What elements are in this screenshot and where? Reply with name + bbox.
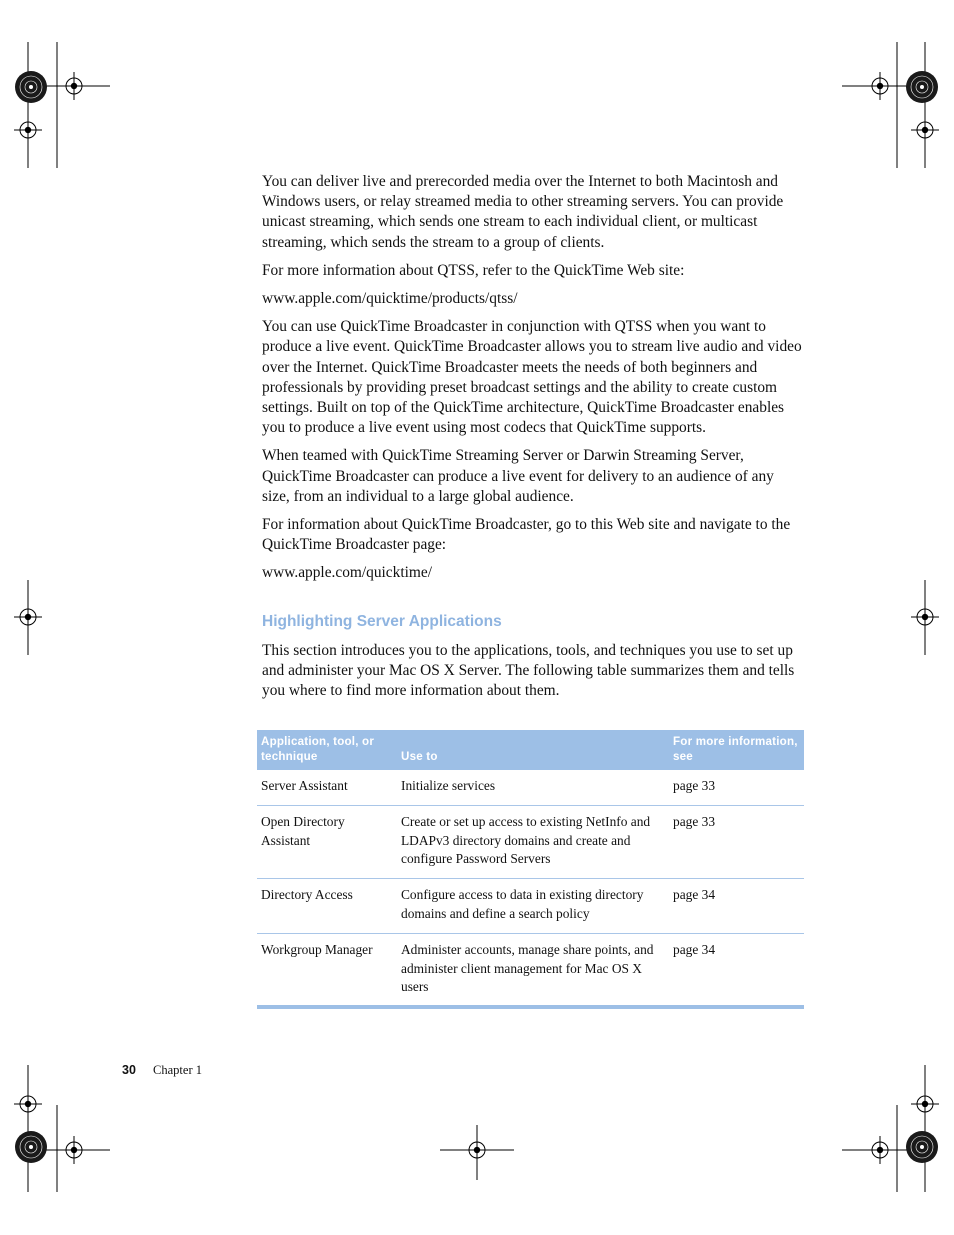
cell-reference: page 33 (669, 770, 804, 805)
chapter-label: Chapter 1 (153, 1063, 202, 1077)
paragraph: You can deliver live and prerecorded media over the Internet to both Macintosh and Windows users, or relay streamed media to other streaming servers. You can provide unicast streaming, which sends one stream to each individual client, or multicast streaming, which sends the stream to a group of clients. (262, 173, 784, 251)
section-title: Highlighting Server Applications (262, 612, 502, 630)
cell-reference: page 34 (673, 941, 716, 957)
body-text (262, 172, 802, 709)
paragraph: You can use QuickTime Broadcaster in conjunction with QTSS when you want to produce a live event. QuickTime Broadcaster allows you to stream live audio and video over the Internet. QuickTime Broadcaster meets the needs of both beginners and professionals by providing preset broadcast settings and the ability to create custom settings. Built on top of the QuickTime architecture, QuickTime Broadcaster enables you to produce a live event using most codecs that QuickTime supports. (262, 318, 802, 437)
qtss-url: www.apple.com/quicktime/products/qtss/ (262, 290, 518, 308)
paragraph: When teamed with QuickTime Streaming Server or Darwin Streaming Server, QuickTime Broadcaster can produce a live event for delivery to an audience of any size, from an individual to a large global audience. (262, 447, 774, 505)
cell-use: Initialize services (397, 770, 669, 805)
table-row (257, 805, 804, 878)
table-row (257, 770, 804, 805)
cell-application: Open Directory Assistant (257, 805, 397, 878)
cell-reference: page 33 (669, 805, 804, 878)
table-bottom-rule (257, 1005, 804, 1009)
cell-use: Configure access to data in existing directory domains and define a search policy (397, 879, 669, 934)
section-intro: This section introduces you to the applications, tools, and techniques you use to set up and administer your Mac OS X Server. The following table summarizes them and tells you where to find more information about them. (262, 641, 795, 700)
page-footer (122, 1063, 202, 1078)
cell-use: Administer accounts, manage share points, and administer client management for Mac OS X users (401, 941, 654, 995)
table-row (257, 933, 804, 1005)
column-header-use: Use to (397, 730, 669, 770)
cell-use: Create or set up access to existing NetInfo and LDAPv3 directory domains and create and configure Password Servers (397, 805, 669, 878)
column-header-application: Application, tool, or technique (257, 730, 397, 770)
page-number: 30 (122, 1063, 136, 1077)
table-row (257, 879, 804, 934)
cell-reference: page 34 (669, 879, 804, 934)
paragraph: For more information about QTSS, refer to the QuickTime Web site: (262, 261, 685, 279)
cell-application: Server Assistant (257, 770, 397, 805)
paragraph: For information about QuickTime Broadcaster, go to this Web site and navigate to the QuickTime Broadcaster page: (262, 516, 791, 554)
cell-application: Workgroup Manager (261, 941, 373, 957)
cell-application: Directory Access (257, 879, 397, 934)
table-header-row (257, 730, 804, 770)
quicktime-url: www.apple.com/quicktime/ (262, 564, 432, 582)
column-header-more-info: For more information, see (669, 730, 804, 770)
applications-table (257, 730, 804, 1009)
